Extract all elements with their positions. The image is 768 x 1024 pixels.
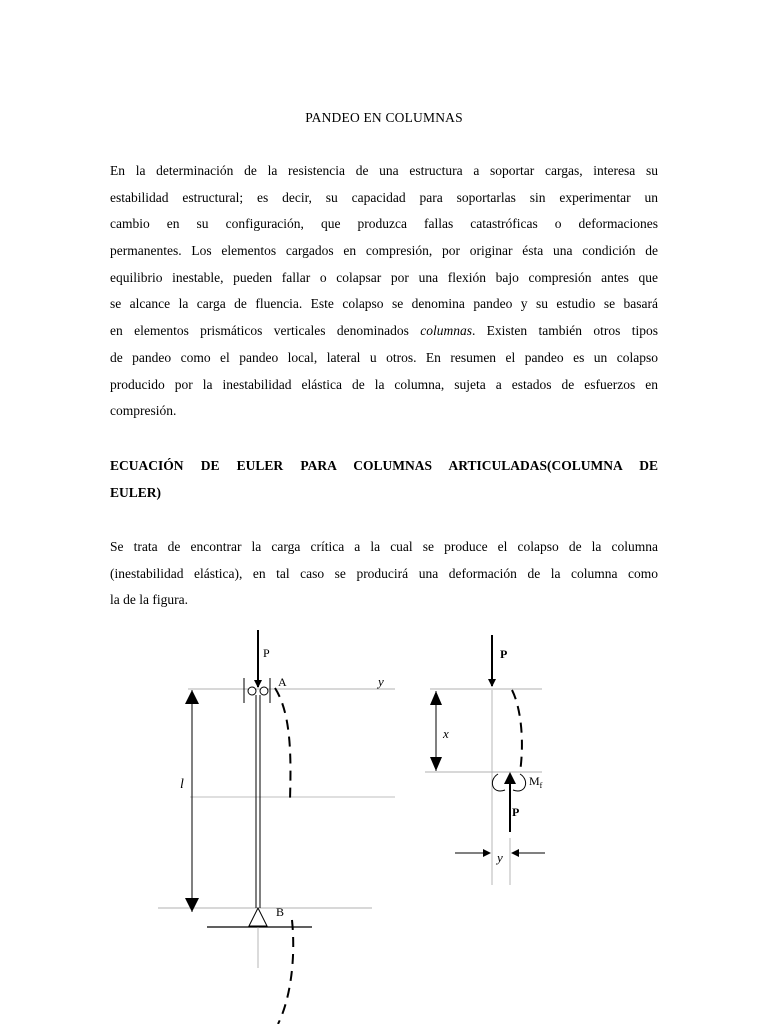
section-line: Se trata de encontrar la carga crítica a la cual se produce el colapso de la columna — [110, 539, 658, 554]
free-body-diagram — [425, 635, 545, 885]
length-arrowhead-bottom — [185, 898, 199, 912]
pinned-column-diagram — [158, 630, 395, 1024]
intro-line: compresión. — [110, 403, 177, 419]
intro-line: estabilidad estructural; es decir, su capacidad para soportarlas sin experimentar un — [110, 189, 658, 205]
deflected-shape-segment — [512, 690, 522, 772]
intro-text: . Existen también otros tipos — [471, 323, 658, 339]
pin-support — [249, 908, 267, 926]
deflection-label-top: y — [378, 674, 384, 689]
length-label: l — [180, 777, 184, 792]
deflected-shape-extension — [278, 920, 293, 1024]
deflection-label: y — [497, 850, 503, 865]
euler-column-figure — [0, 620, 768, 1024]
intro-text: en elementos prismáticos verticales denominados — [110, 323, 421, 339]
intro-line: de pandeo como el pandeo local, lateral u otros. En resumen el pandeo es un colapso — [110, 349, 658, 365]
intro-paragraph — [110, 158, 658, 425]
intro-line: En la determinación de la resistencia de una estructura a soportar cargas, interesa su — [110, 163, 658, 178]
intro-line: producido por la inestabilidad elástica de la columna, sujeta a estados de esfuerzos en — [110, 376, 658, 392]
roller-left — [248, 687, 256, 695]
heading-line: EULER) — [110, 484, 162, 500]
support-a-label: A — [278, 675, 287, 689]
intro-line: se alcance la carga de fluencia. Este colapso se denomina pandeo y su estudio se basará — [110, 296, 658, 312]
section-line: (inestabilidad elástica), en tal caso se producirá una deformación de la columna como — [110, 565, 658, 581]
moment-label: $M_f$ — [529, 774, 543, 790]
intro-line: equilibrio inestable, pueden fallar o colapsar por una flexión bajo compresión antes que — [110, 269, 658, 285]
heading-line: ECUACIÓN DE EULER PARA COLUMNAS ARTICULADAS(COLUMNA DE — [110, 458, 658, 473]
intro-line — [110, 318, 658, 345]
moment-arc-left — [492, 774, 505, 791]
roller-right — [260, 687, 268, 695]
deflected-shape — [275, 688, 290, 800]
intro-line: permanentes. Los elementos cargados en compresión, por originar ésta una condición de — [110, 243, 658, 259]
load-label: P — [263, 646, 270, 660]
height-arrowhead-top — [430, 691, 442, 705]
length-arrowhead-top — [185, 690, 199, 704]
load-label-top: P — [500, 647, 508, 661]
height-label: x — [443, 726, 449, 741]
intro-line: cambio en su configuración, que produzca fallas catastróficas o deformaciones — [110, 216, 658, 232]
section-line: la de la figura. — [110, 592, 188, 608]
support-b-label: B — [276, 905, 285, 919]
document-title: PANDEO EN COLUMNAS — [305, 110, 463, 125]
section-paragraph — [110, 534, 658, 614]
height-arrowhead-bottom — [430, 757, 442, 771]
section-heading — [110, 453, 658, 506]
load-label-bottom: P — [512, 805, 520, 819]
italic-term: columnas — [420, 323, 472, 339]
